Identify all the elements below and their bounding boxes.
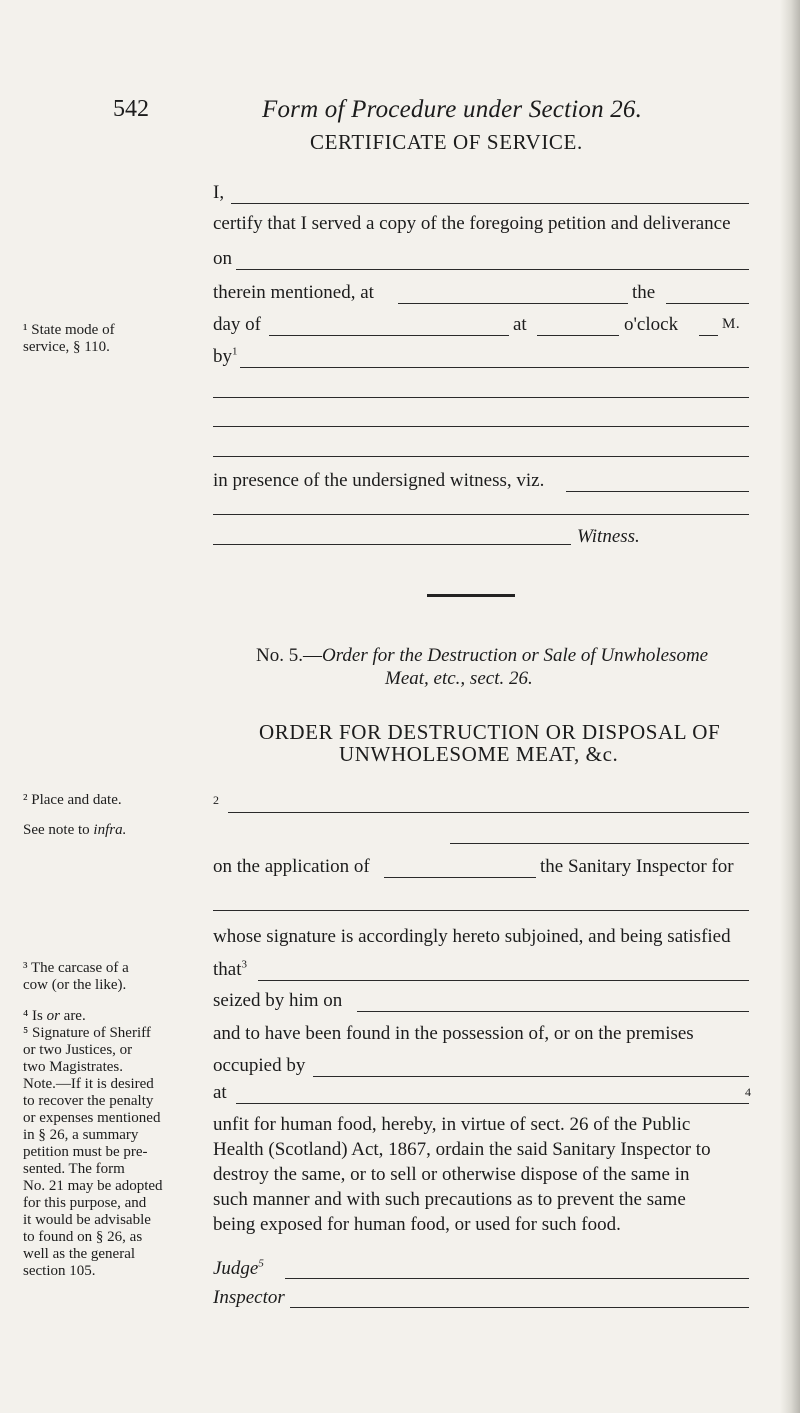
margin-note-4 (23, 1008, 86, 1025)
form5-body-line-2: Health (Scotland) Act, 1867, ordain the said Sanitary Inspector to (213, 1139, 711, 1160)
footnote-ref-4: 4 (745, 1085, 751, 1099)
blank-line-district (213, 910, 749, 911)
certificate-heading: CERTIFICATE OF SERVICE. (310, 130, 583, 154)
margin-note-4-pre: ⁴ Is (23, 1008, 47, 1024)
form5-number: No. 5.— (256, 645, 322, 666)
form5-subtitle-1: Order for the Destruction or Sale of Unwholesome (321, 645, 709, 666)
form5-occupied: occupied by (213, 1055, 306, 1076)
margin-note-5-line: to recover the penalty (23, 1093, 154, 1109)
cert-line-on: on (213, 248, 232, 269)
blank-line-day (269, 335, 509, 336)
margin-note-5-line: Note.—If it is desired (23, 1076, 154, 1092)
margin-note-5 (23, 1025, 163, 1280)
margin-note-2-infra: infra. (93, 822, 127, 838)
form5-body-line-3: destroy the same, or to sell or otherwise dispose of the same in (213, 1164, 690, 1185)
cert-line-by (213, 346, 238, 368)
blank-line-name (231, 203, 749, 204)
cert-word-at: at (513, 314, 527, 335)
margin-note-5-line: section 105. (23, 1263, 96, 1279)
margin-note-3 (23, 960, 129, 994)
cert-presence: in presence of the undersigned witness, viz. (213, 470, 545, 491)
footnote-ref-1: 1 (232, 345, 238, 358)
inspector-signature-line (290, 1307, 749, 1308)
form5-whose: whose signature is accordingly hereto subjoined, and being satisfied (213, 926, 731, 947)
margin-note-2 (23, 792, 122, 809)
cert-word-m: M. (722, 316, 741, 332)
form5-title (256, 645, 708, 667)
blank-line-occupied (313, 1076, 749, 1077)
blank-line-on (236, 269, 749, 270)
footnote-ref-2: 2 (213, 793, 219, 807)
cert-line-day-of: day of (213, 314, 262, 335)
margin-note-2b (23, 822, 126, 839)
blank-line-by-1 (240, 367, 749, 368)
running-title: Form of Procedure under Section 26. (262, 96, 643, 123)
blank-line-at-time (537, 335, 619, 336)
witness-label: Witness. (577, 526, 640, 547)
form5-possession: and to have been found in the possession of, or on the premises (213, 1023, 694, 1044)
margin-note-5-line: ⁵ Signature of Sheriff (23, 1025, 151, 1041)
form5-judge-label: Judge (213, 1258, 259, 1279)
margin-note-5-line: it would be advisable (23, 1212, 151, 1228)
judge-signature-line (285, 1278, 749, 1279)
form5-subtitle-2: Meat, etc., sect. 26. (385, 668, 533, 689)
blank-line-by-2 (213, 397, 749, 398)
cert-line-certify: certify that I served a copy of the foregoing petition and deliverance (213, 213, 731, 234)
form5-word-that: that (213, 959, 242, 980)
margin-note-4-or: or (46, 1008, 60, 1024)
margin-note-5-line: in § 26, a summary (23, 1127, 139, 1143)
witness-signature-line (213, 544, 571, 545)
form5-inspector: Inspector (213, 1287, 285, 1308)
form5-judge (213, 1258, 264, 1280)
blank-line-at-place (398, 303, 628, 304)
cert-line-i: I, (213, 182, 225, 203)
margin-note-5-line: or two Justices, or (23, 1042, 133, 1058)
blank-line-by-4 (213, 456, 749, 457)
cert-word-the: the (632, 282, 656, 303)
cert-word-oclock: o'clock (624, 314, 679, 335)
section-divider (427, 594, 515, 597)
margin-note-5-line: two Magistrates. (23, 1059, 123, 1075)
blank-line-hour (699, 335, 718, 336)
form5-body-line-4: such manner and with such precautions as to prevent the same (213, 1189, 686, 1210)
blank-line-seized (357, 1011, 749, 1012)
blank-line-by-3 (213, 426, 749, 427)
form5-at: at (213, 1082, 227, 1103)
cert-line-therein: therein mentioned, at (213, 282, 374, 303)
footnote-ref-3: 3 (241, 958, 247, 971)
page-edge-shadow (780, 0, 800, 1413)
margin-note-3-line-2: cow (or the like). (23, 977, 127, 993)
margin-note-1-line-2: service, § 110. (23, 339, 110, 355)
form5-body-line-1: unfit for human food, hereby, in virtue of sect. 26 of the Public (213, 1114, 691, 1135)
form5-heading-2: UNWHOLESOME MEAT, &c. (339, 742, 619, 766)
margin-note-5-line: for this purpose, and (23, 1195, 147, 1211)
form5-that (213, 959, 247, 981)
form5-body (213, 1112, 711, 1237)
margin-note-3-line-1: ³ The carcase of a (23, 960, 129, 976)
margin-note-1 (23, 322, 115, 356)
cert-word-by: by (213, 346, 232, 367)
form5-body-line-5: being exposed for human food, or used for such food. (213, 1214, 621, 1235)
blank-line-that (258, 980, 749, 981)
margin-note-5-line: well as the general (23, 1246, 136, 1262)
form5-application-2: the Sanitary Inspector for (540, 856, 734, 877)
blank-line-place-date (228, 812, 749, 813)
blank-line-witness-name (566, 491, 749, 492)
blank-line-witness-2 (213, 514, 749, 515)
blank-line-premises (236, 1103, 749, 1104)
margin-note-2-see: See note to (23, 822, 94, 838)
margin-note-5-line: No. 21 may be adopted (23, 1178, 163, 1194)
margin-note-4-post: are. (59, 1008, 86, 1024)
footnote-ref-5: 5 (258, 1257, 264, 1270)
margin-note-5-line: to found on § 26, as (23, 1229, 143, 1245)
page-number: 542 (113, 96, 149, 122)
blank-line-applicant (384, 877, 536, 878)
blank-line-place-date-2 (450, 843, 749, 844)
blank-line-the (666, 303, 749, 304)
form5-application-1: on the application of (213, 856, 370, 877)
margin-note-5-line: or expenses mentioned (23, 1110, 161, 1126)
margin-note-5-line: sented. The form (23, 1161, 125, 1177)
margin-note-2-line-1: ² Place and date. (23, 792, 122, 808)
form5-heading-1: ORDER FOR DESTRUCTION OR DISPOSAL OF (259, 720, 721, 744)
margin-note-1-line-1: ¹ State mode of (23, 322, 115, 338)
margin-note-5-line: petition must be pre- (23, 1144, 148, 1160)
form5-seized: seized by him on (213, 990, 343, 1011)
